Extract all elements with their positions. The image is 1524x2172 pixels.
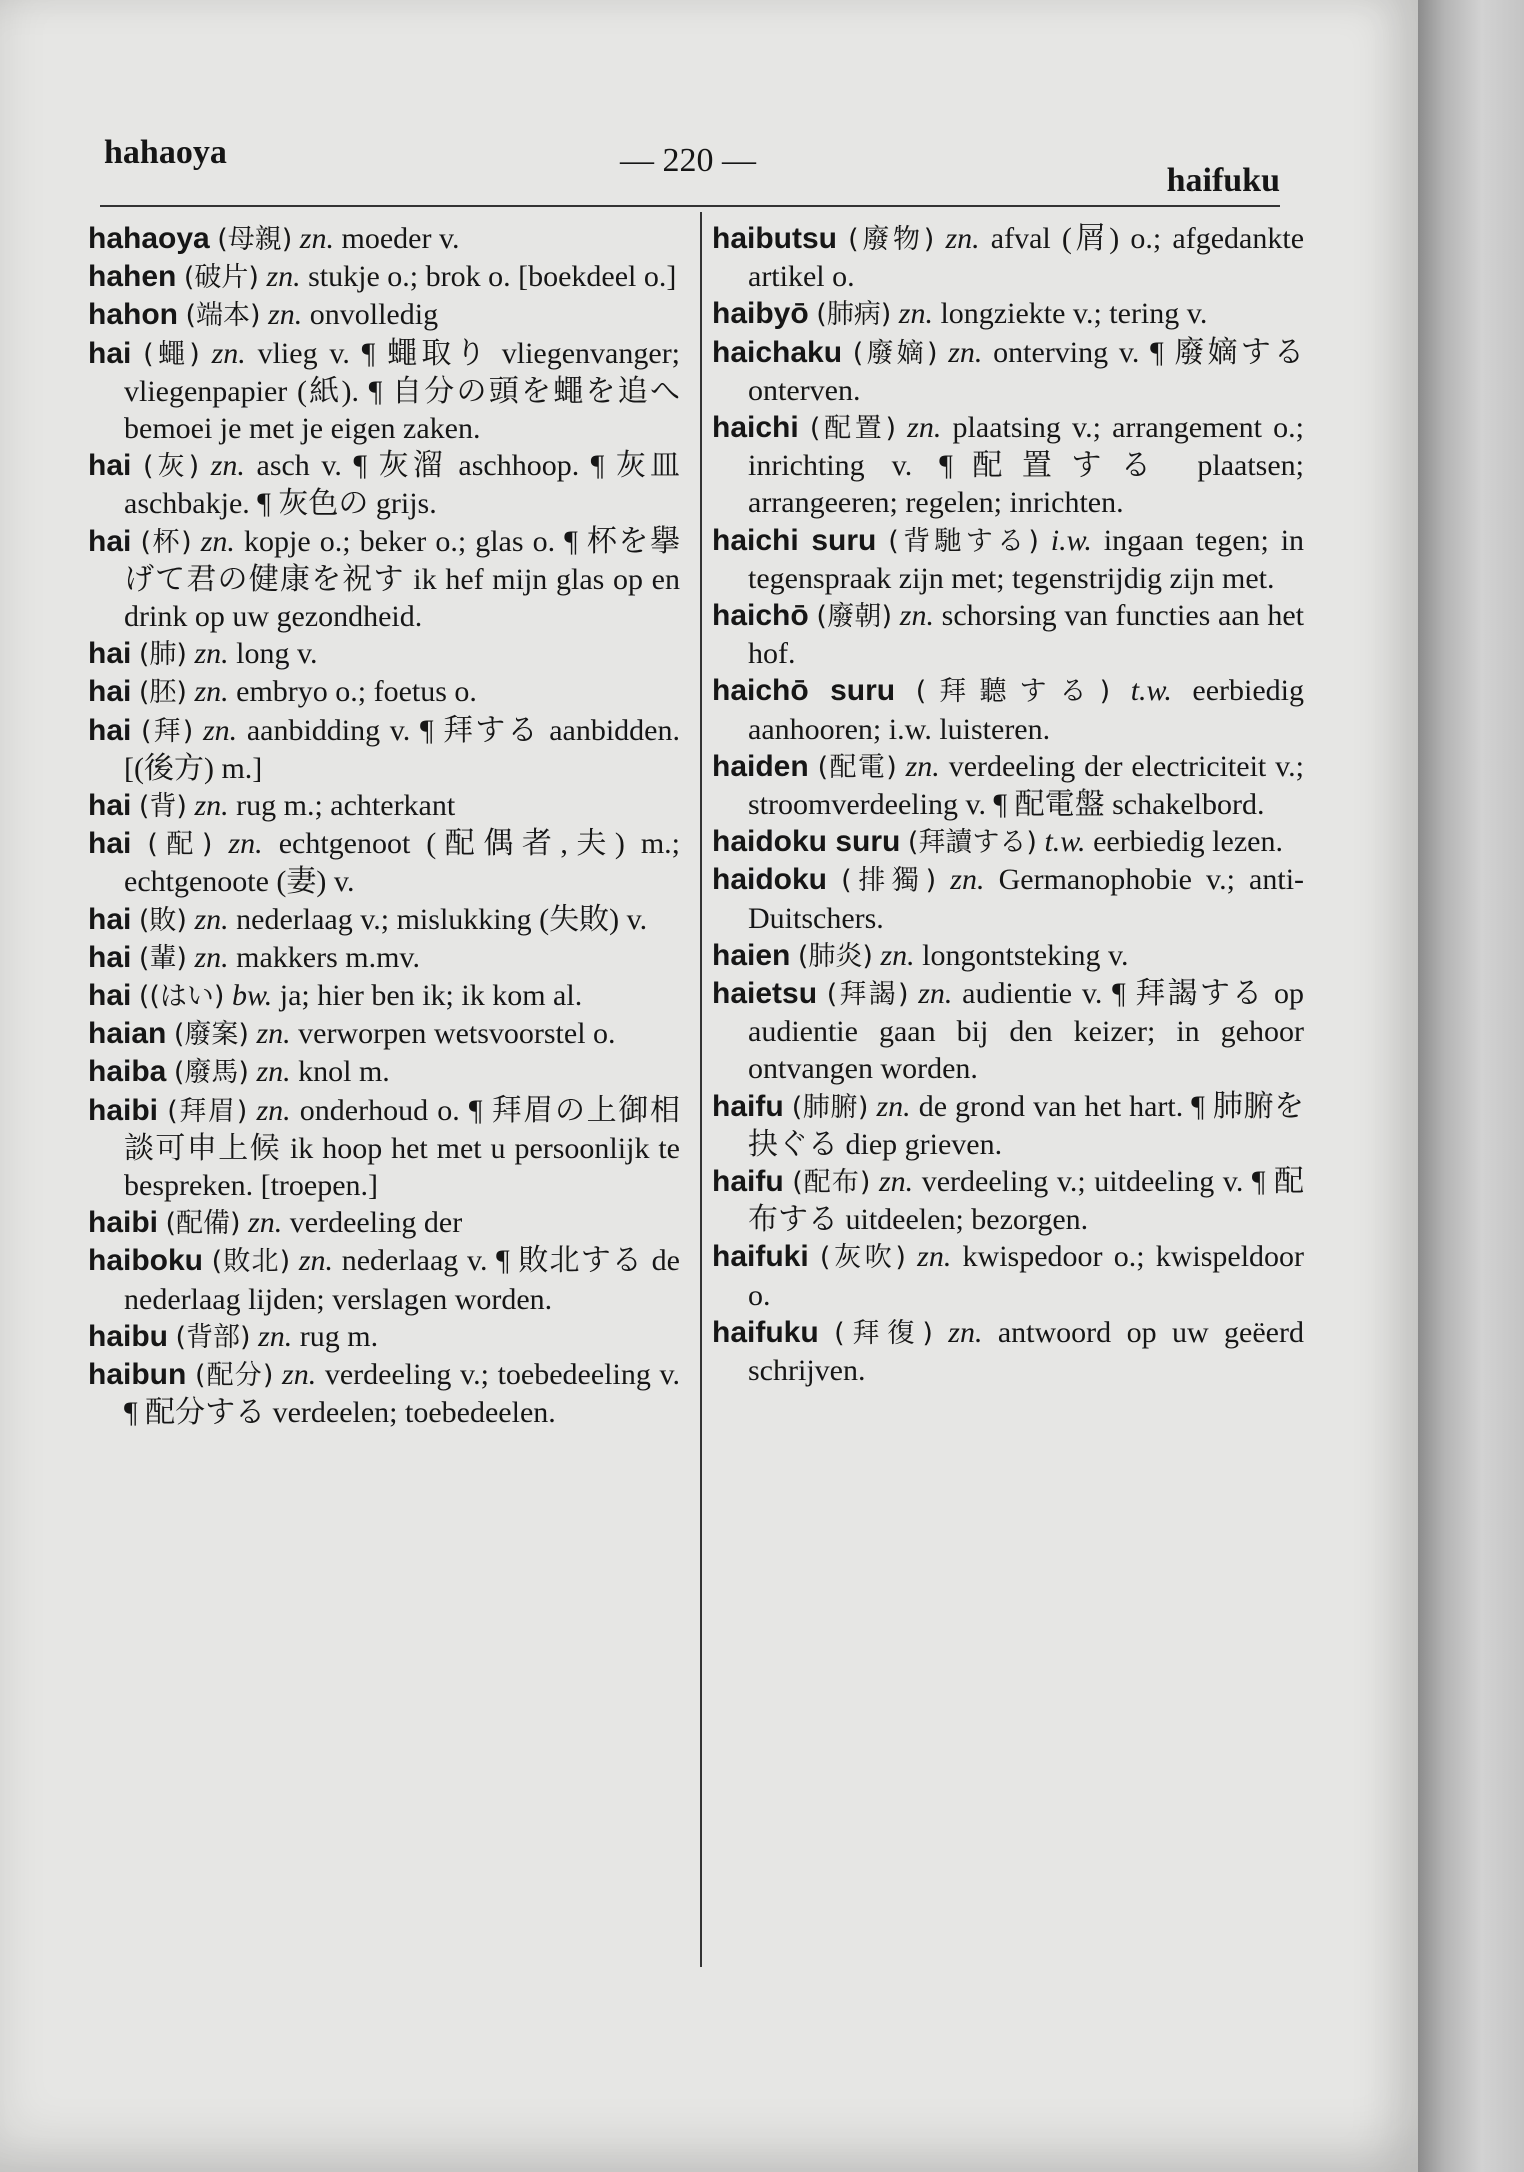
entry-headword: haidoku suru [712,825,901,859]
entry-kanji: (杯) [140,526,192,558]
entry-headword: hai [88,675,132,709]
entry-headword: hai [88,940,132,974]
entry-kanji: (敗) [138,904,187,936]
entry-definition: ja; hier ben ik; ik kom al. [279,979,583,1013]
entry-headword: hai [88,979,132,1013]
entry-headword: haifu [712,1089,784,1123]
entry-pos: zn. [194,675,229,709]
entry-kanji: (拜眉) [167,1095,248,1127]
entry-kanji: (廢物) [848,224,935,255]
entry-kanji: (配布) [792,1167,871,1199]
entry-definition: nederlaag v. ¶ 敗北する de nederlaag lijden; verslagen worden. [124,1244,680,1316]
entry-kanji: (排獨) [841,865,937,897]
entry-definition: nederlaag v.; mislukking (失敗) v. [236,902,648,936]
dictionary-entry [712,409,1304,522]
entry-headword: haien [712,938,791,972]
entry-kanji: (灰) [142,451,200,483]
entry-pos: zn. [194,940,229,974]
entry-kanji: (拜復) [834,1317,933,1349]
entry-kanji: (輩) [138,942,187,974]
entry-pos: zn. [194,902,229,936]
entry-definition: long v. [236,637,318,671]
entry-definition: longontsteking v. [922,938,1129,972]
entry-headword: haibutsu [712,222,837,255]
page-number: — 220 — [620,142,756,179]
entry-kanji: (肺) [138,639,187,671]
entry-kanji: (配備) [165,1208,241,1240]
entry-kanji: (端本) [185,300,261,332]
dictionary-entry [712,975,1304,1088]
entry-pos: zn. [228,827,263,861]
column-divider [700,212,702,1967]
dictionary-entry [712,937,1304,975]
entry-kanji: (肺病) [816,299,892,331]
entry-kanji: (背馳する) [888,525,1039,557]
entry-headword: haifuki [712,1240,809,1274]
entry-definition: eerbiedig lezen. [1093,825,1283,859]
entry-pos: zn. [299,222,334,255]
entry-definition: eerbiedig aanhooren; i.w. luisteren. [748,674,1305,746]
entry-kanji: (敗北) [211,1246,291,1278]
dictionary-entry [88,1092,680,1205]
book-page-edge [1418,0,1524,2172]
entry-kanji: (蠅) [143,338,200,370]
entry-headword: hahaoya [88,222,210,255]
entry-definition: echtgenoot (配偶者,夫) m.; echtgenoote (妻) v. [124,827,681,899]
entry-pos: zn. [298,1244,334,1278]
dictionary-entry [712,1238,1304,1313]
entry-definition: aanbidding v. ¶ 拜する aanbidden. [(後方) m.] [124,713,680,785]
entry-kanji: (拜) [141,715,194,747]
dictionary-entry [88,825,680,900]
entry-kanji: (胚) [138,677,187,709]
dictionary-entry [712,295,1304,333]
dictionary-entry [88,901,680,939]
dictionary-entry [88,1053,680,1091]
entry-headword: hai [88,902,132,936]
entry-pos: zn. [194,789,229,823]
entry-definition: stukje o.; brok o. [boekdeel o.] [308,260,677,294]
entry-headword: hai [88,449,132,483]
entry-pos: zn. [194,637,229,671]
entry-kanji: (背部) [175,1321,251,1353]
entry-pos: zn. [248,1206,283,1240]
entry-definition: antwoord op uw geëerd schrijven. [748,1315,1304,1388]
dictionary-entry [88,635,680,673]
dictionary-entry [712,597,1304,672]
entry-definition: verdeeling der [289,1206,463,1240]
entry-definition: rug m.; achterkant [236,789,456,823]
entry-kanji: (破片) [183,262,259,294]
entry-headword: haietsu [712,977,818,1011]
entry-definition: verdeeling v.; uitdeeling v. ¶ 配布する uitdeelen; bezorgen. [748,1165,1305,1237]
entry-definition: ingaan tegen; in tegenspraak zijn met; tegenstrijdig zijn met. [748,523,1305,595]
entry-headword: haichō [712,599,809,633]
dictionary-entry [712,748,1304,823]
entry-headword: hai [88,789,132,823]
entry-kanji: (拜聽する) [915,676,1111,708]
entry-headword: haifuku [712,1315,819,1349]
entry-headword: haibyō [712,297,809,331]
dictionary-entry [712,823,1304,861]
entry-headword: hahen [88,260,177,294]
dictionary-entry [88,296,680,334]
dictionary-entry [88,1015,680,1053]
dictionary-entry [712,1088,1304,1163]
entry-pos: t.w. [1130,674,1172,708]
right-guide-word: haifuku [1166,162,1280,199]
entry-pos: i.w. [1050,523,1092,557]
entry-headword: hai [88,827,132,861]
entry-kanji: (肺炎) [797,940,873,972]
entry-definition: rug m. [299,1319,379,1353]
entry-definition: longziekte v.; tering v. [940,297,1208,331]
entry-headword: haiboku [88,1244,204,1278]
entry-pos: zn. [200,524,235,558]
entry-pos: zn. [880,938,915,972]
entry-headword: hai [88,524,132,558]
entry-headword: haibu [88,1319,168,1353]
entry-pos: zn. [268,298,303,332]
dictionary-entry [712,672,1304,747]
dictionary-entry [712,1314,1304,1389]
entry-pos: zn. [907,411,942,445]
entry-definition: schorsing van functies aan het hof. [748,599,1305,671]
dictionary-entry [88,712,680,787]
entry-headword: haiba [88,1055,167,1089]
entry-kanji: (廢嫡) [852,337,938,369]
entry-kanji: (灰吹) [819,1242,906,1274]
entry-pos: zn. [878,1165,914,1199]
dictionary-entry [712,861,1304,936]
dictionary-entry [88,939,680,977]
entry-definition: verworpen wetsvoorstel o. [298,1017,616,1051]
entry-pos: zn. [266,260,301,294]
entry-definition: asch v. ¶ 灰溜 aschhoop. ¶ 灰皿 aschbakje. ¶ 灰色の grijs. [124,449,681,521]
dictionary-entry [88,977,680,1015]
entry-kanji: (肺腑) [791,1091,869,1123]
entry-headword: haibi [88,1093,159,1127]
entry-kanji: (配) [147,829,213,861]
dictionary-entry [88,673,680,711]
dictionary-entry [88,220,680,258]
entry-headword: hai [88,637,132,671]
entry-pos: zn. [905,749,940,783]
right-column [712,220,1304,1389]
entry-pos: zn. [899,599,934,633]
dictionary-entry [88,1242,680,1317]
entry-pos: zn. [256,1017,291,1051]
entry-definition: vlieg v. ¶ 蠅取り vliegenvanger; vliegenpapier (紙). ¶ 自分の頭を蠅を追へ bemoei je met je eigen zaken. [124,336,681,446]
entry-headword: hahon [88,298,178,332]
dictionary-entry [712,334,1304,409]
entry-headword: hai [88,713,132,747]
entry-pos: zn. [917,1240,952,1274]
entry-pos: zn. [282,1358,317,1392]
entry-pos: zn. [948,335,983,369]
entry-definition: onterving v. ¶ 廢嫡する onterven. [748,335,1305,407]
left-column [88,220,680,1432]
entry-pos: zn. [950,863,985,897]
dictionary-entry [88,335,680,448]
entry-definition: onderhoud o. ¶ 拜眉の上御相談可申上候 ik hoop het met u persoonlijk te bespreken. [troepen.] [124,1093,681,1203]
entry-headword: haichō suru [712,674,896,708]
dictionary-entry [88,787,680,825]
entry-definition: knol m. [298,1055,390,1089]
entry-headword: haibun [88,1358,187,1392]
entry-kanji: (配分) [194,1360,274,1392]
entry-pos: zn. [211,336,246,370]
dictionary-entry [88,1204,680,1242]
entry-definition: verdeeling v.; toebedeeling v. ¶ 配分する verdeelen; toebedeelen. [124,1358,681,1430]
entry-headword: haichi suru [712,523,877,557]
dictionary-entry [88,1356,680,1431]
entry-definition: de grond van het hart. ¶ 肺腑を抉ぐる diep grieven. [748,1089,1305,1161]
entry-headword: haichaku [712,335,843,369]
entry-pos: zn. [945,222,980,255]
entry-headword: haibi [88,1206,159,1240]
entry-headword: haiden [712,749,809,783]
entry-kanji: (配電) [817,751,897,783]
entry-kanji: (拜謁) [826,979,909,1011]
entry-definition: makkers m.mv. [236,940,420,974]
dictionary-entry [88,523,680,636]
entry-pos: bw. [231,979,273,1013]
entry-definition: verdeeling der electriciteit v.; stroomverdeeling v. ¶ 配電盤 schakelbord. [748,749,1305,822]
entry-headword: haian [88,1017,167,1051]
entry-definition: embryo o.; foetus o. [236,675,477,709]
entry-headword: haifu [712,1165,784,1199]
dictionary-entry [88,447,680,522]
entry-kanji: (母親) [217,224,293,255]
entry-pos: t.w. [1044,825,1086,859]
entry-pos: zn. [898,297,933,331]
dictionary-entry [712,522,1304,597]
dictionary-entry [88,258,680,296]
entry-definition: moeder v. [341,222,460,255]
entry-pos: zn. [918,977,953,1011]
entry-definition: kwispedoor o.; kwispeldoor o. [748,1240,1305,1312]
left-guide-word: hahaoya [104,134,227,171]
entry-definition: kopje o.; beker o.; glas o. ¶ 杯を擧げて君の健康を祝す ik hef mijn glas op en drink op uw gezondheid. [124,524,681,634]
entry-kanji: (配置) [809,413,896,445]
entry-definition: plaatsing v.; arrangement o.; inrichting v. ¶配置する plaatsen; arrangeeren; regelen; inrichten. [748,411,1305,520]
entry-kanji: (背) [138,791,187,823]
entry-definition: audientie v. ¶ 拜謁する op audientie gaan bij den keizer; in gehoor ontvangen worden. [748,977,1305,1086]
entry-definition: onvolledig [309,298,439,332]
entry-headword: haichi [712,411,799,445]
entry-pos: zn. [256,1093,291,1127]
dictionary-entry [712,220,1304,295]
entry-kanji: (廢馬) [173,1057,249,1089]
entry-pos: zn. [258,1319,293,1353]
header-rule [100,205,1280,207]
entry-headword: haidoku [712,863,828,897]
page-header [100,128,1280,199]
entry-pos: zn. [202,713,238,747]
entry-pos: zn. [256,1055,291,1089]
entry-headword: hai [88,336,132,370]
entry-kanji: (廢朝) [816,601,893,633]
dictionary-entry [88,1318,680,1356]
dictionary-entry [712,1163,1304,1238]
entry-pos: zn. [876,1089,911,1123]
entry-kanji: ((はい) [138,981,225,1013]
entry-definition: Germanophobie v.; anti-Duitschers. [748,863,1305,935]
entry-definition: afval (屑) o.; afgedankte artikel o. [748,222,1305,294]
entry-kanji: (廢案) [173,1019,249,1051]
entry-kanji: (拜讀する) [907,827,1037,859]
entry-pos: zn. [210,449,245,483]
entry-pos: zn. [948,1315,983,1349]
